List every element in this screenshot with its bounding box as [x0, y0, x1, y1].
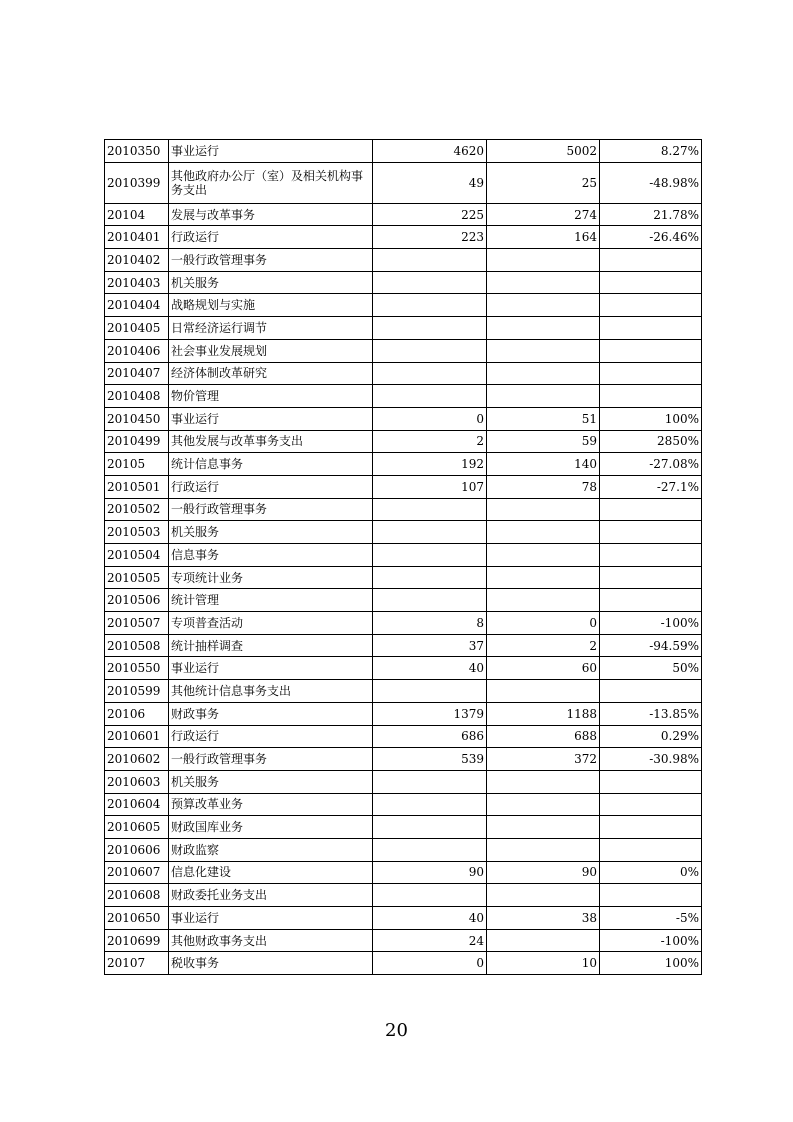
table-row	[105, 475, 702, 498]
table-row	[105, 521, 702, 544]
table-row	[105, 770, 702, 793]
cell-value-b: 38	[487, 907, 600, 930]
cell-item-name: 事业运行	[169, 657, 373, 680]
cell-value-a: 0	[373, 952, 487, 975]
cell-value-b: 5002	[487, 140, 600, 163]
cell-value-b	[487, 793, 600, 816]
cell-value-b: 1188	[487, 702, 600, 725]
table-row	[105, 544, 702, 567]
cell-value-b	[487, 929, 600, 952]
cell-change-pct: 2850%	[600, 430, 702, 453]
budget-table	[104, 139, 702, 975]
table-row	[105, 249, 702, 272]
cell-code: 2010350	[105, 140, 169, 163]
cell-value-a	[373, 249, 487, 272]
cell-value-b: 372	[487, 748, 600, 771]
cell-value-b	[487, 521, 600, 544]
cell-value-a: 90	[373, 861, 487, 884]
cell-change-pct: 50%	[600, 657, 702, 680]
cell-value-a: 192	[373, 453, 487, 476]
table-row	[105, 952, 702, 975]
cell-code: 2010406	[105, 339, 169, 362]
table-row	[105, 362, 702, 385]
table-row	[105, 929, 702, 952]
cell-value-b: 60	[487, 657, 600, 680]
cell-value-a	[373, 816, 487, 839]
cell-code: 2010605	[105, 816, 169, 839]
cell-value-b: 78	[487, 475, 600, 498]
cell-change-pct	[600, 680, 702, 703]
cell-change-pct: -100%	[600, 929, 702, 952]
cell-value-a	[373, 793, 487, 816]
budget-table-body	[105, 140, 702, 975]
cell-value-a: 2	[373, 430, 487, 453]
cell-value-a: 1379	[373, 702, 487, 725]
cell-code: 2010604	[105, 793, 169, 816]
cell-code: 2010503	[105, 521, 169, 544]
table-row	[105, 294, 702, 317]
cell-item-name: 财政国库业务	[169, 816, 373, 839]
table-row	[105, 816, 702, 839]
cell-change-pct: 100%	[600, 407, 702, 430]
cell-change-pct	[600, 294, 702, 317]
cell-code: 2010508	[105, 634, 169, 657]
table-row	[105, 884, 702, 907]
cell-code: 2010408	[105, 385, 169, 408]
cell-value-b: 164	[487, 226, 600, 249]
table-row	[105, 680, 702, 703]
cell-value-a	[373, 339, 487, 362]
cell-value-b	[487, 339, 600, 362]
cell-change-pct	[600, 884, 702, 907]
cell-value-b: 140	[487, 453, 600, 476]
cell-code: 2010650	[105, 907, 169, 930]
cell-change-pct	[600, 339, 702, 362]
cell-value-a	[373, 498, 487, 521]
cell-code: 20104	[105, 203, 169, 226]
cell-code: 2010450	[105, 407, 169, 430]
table-row	[105, 162, 702, 203]
cell-change-pct: -26.46%	[600, 226, 702, 249]
cell-value-b	[487, 498, 600, 521]
cell-code: 2010550	[105, 657, 169, 680]
table-row	[105, 907, 702, 930]
cell-change-pct: -94.59%	[600, 634, 702, 657]
table-row	[105, 271, 702, 294]
cell-code: 2010608	[105, 884, 169, 907]
cell-value-a	[373, 271, 487, 294]
cell-change-pct	[600, 770, 702, 793]
cell-value-b: 59	[487, 430, 600, 453]
cell-code: 2010401	[105, 226, 169, 249]
cell-item-name: 其他发展与改革事务支出	[169, 430, 373, 453]
cell-item-name: 其他统计信息事务支出	[169, 680, 373, 703]
cell-item-name: 事业运行	[169, 907, 373, 930]
cell-item-name: 统计信息事务	[169, 453, 373, 476]
table-row	[105, 317, 702, 340]
cell-value-b	[487, 589, 600, 612]
cell-value-b: 688	[487, 725, 600, 748]
cell-code: 2010499	[105, 430, 169, 453]
cell-item-name: 日常经济运行调节	[169, 317, 373, 340]
cell-item-name: 事业运行	[169, 407, 373, 430]
cell-item-name: 预算改革业务	[169, 793, 373, 816]
cell-value-b	[487, 385, 600, 408]
cell-item-name: 统计抽样调查	[169, 634, 373, 657]
cell-change-pct: 8.27%	[600, 140, 702, 163]
cell-code: 2010507	[105, 612, 169, 635]
cell-code: 2010403	[105, 271, 169, 294]
cell-change-pct: -48.98%	[600, 162, 702, 203]
cell-value-a	[373, 385, 487, 408]
table-row	[105, 861, 702, 884]
cell-change-pct	[600, 589, 702, 612]
cell-value-b: 51	[487, 407, 600, 430]
cell-change-pct	[600, 362, 702, 385]
table-row	[105, 226, 702, 249]
cell-item-name: 行政运行	[169, 475, 373, 498]
cell-value-a: 40	[373, 907, 487, 930]
cell-value-b: 0	[487, 612, 600, 635]
cell-value-b	[487, 362, 600, 385]
cell-item-name: 信息化建设	[169, 861, 373, 884]
table-row	[105, 702, 702, 725]
cell-code: 2010504	[105, 544, 169, 567]
table-row	[105, 453, 702, 476]
cell-item-name: 一般行政管理事务	[169, 748, 373, 771]
table-row	[105, 430, 702, 453]
cell-code: 20105	[105, 453, 169, 476]
cell-change-pct	[600, 838, 702, 861]
cell-item-name: 其他财政事务支出	[169, 929, 373, 952]
cell-value-b	[487, 680, 600, 703]
cell-value-a: 107	[373, 475, 487, 498]
cell-change-pct	[600, 816, 702, 839]
cell-item-name: 发展与改革事务	[169, 203, 373, 226]
cell-value-a	[373, 838, 487, 861]
cell-value-a: 686	[373, 725, 487, 748]
cell-code: 2010399	[105, 162, 169, 203]
cell-value-a: 0	[373, 407, 487, 430]
cell-value-a: 4620	[373, 140, 487, 163]
cell-change-pct: -13.85%	[600, 702, 702, 725]
table-row	[105, 634, 702, 657]
cell-value-b	[487, 770, 600, 793]
cell-item-name: 战略规划与实施	[169, 294, 373, 317]
cell-value-a	[373, 589, 487, 612]
cell-item-name: 一般行政管理事务	[169, 249, 373, 272]
table-row	[105, 657, 702, 680]
cell-change-pct	[600, 249, 702, 272]
cell-change-pct: -30.98%	[600, 748, 702, 771]
cell-code: 2010506	[105, 589, 169, 612]
table-row	[105, 725, 702, 748]
cell-item-name: 事业运行	[169, 140, 373, 163]
cell-item-name: 行政运行	[169, 725, 373, 748]
cell-value-b: 274	[487, 203, 600, 226]
cell-value-b	[487, 566, 600, 589]
cell-value-a	[373, 770, 487, 793]
table-row	[105, 612, 702, 635]
cell-change-pct	[600, 385, 702, 408]
cell-change-pct: 21.78%	[600, 203, 702, 226]
cell-item-name: 财政监察	[169, 838, 373, 861]
cell-change-pct: 100%	[600, 952, 702, 975]
cell-item-name: 机关服务	[169, 521, 373, 544]
table-row	[105, 385, 702, 408]
cell-value-a: 539	[373, 748, 487, 771]
table-row	[105, 566, 702, 589]
cell-value-a: 223	[373, 226, 487, 249]
cell-value-b	[487, 271, 600, 294]
cell-code: 2010602	[105, 748, 169, 771]
cell-value-a	[373, 294, 487, 317]
table-row	[105, 838, 702, 861]
table-row	[105, 203, 702, 226]
table-row	[105, 498, 702, 521]
cell-item-name: 一般行政管理事务	[169, 498, 373, 521]
cell-item-name: 财政委托业务支出	[169, 884, 373, 907]
cell-item-name: 机关服务	[169, 271, 373, 294]
cell-value-b	[487, 816, 600, 839]
cell-item-name: 机关服务	[169, 770, 373, 793]
table-row	[105, 793, 702, 816]
cell-change-pct: 0.29%	[600, 725, 702, 748]
page-number: 20	[385, 1020, 408, 1041]
cell-change-pct: -5%	[600, 907, 702, 930]
cell-code: 20107	[105, 952, 169, 975]
cell-value-b	[487, 544, 600, 567]
cell-code: 2010599	[105, 680, 169, 703]
cell-item-name: 经济体制改革研究	[169, 362, 373, 385]
cell-change-pct: -27.08%	[600, 453, 702, 476]
cell-value-a: 8	[373, 612, 487, 635]
cell-item-name: 专项统计业务	[169, 566, 373, 589]
cell-change-pct: -100%	[600, 612, 702, 635]
cell-code: 2010404	[105, 294, 169, 317]
cell-code: 2010606	[105, 838, 169, 861]
cell-value-a: 225	[373, 203, 487, 226]
cell-code: 2010603	[105, 770, 169, 793]
cell-value-a	[373, 566, 487, 589]
cell-value-b	[487, 249, 600, 272]
cell-code: 2010501	[105, 475, 169, 498]
cell-value-a	[373, 317, 487, 340]
cell-value-a	[373, 884, 487, 907]
cell-change-pct: 0%	[600, 861, 702, 884]
cell-item-name: 专项普查活动	[169, 612, 373, 635]
cell-value-a	[373, 544, 487, 567]
cell-value-a: 37	[373, 634, 487, 657]
cell-value-b	[487, 294, 600, 317]
cell-value-b: 25	[487, 162, 600, 203]
cell-value-a	[373, 680, 487, 703]
cell-value-a	[373, 521, 487, 544]
cell-code: 2010607	[105, 861, 169, 884]
table-row	[105, 407, 702, 430]
cell-change-pct	[600, 793, 702, 816]
cell-value-a: 49	[373, 162, 487, 203]
table-row	[105, 748, 702, 771]
cell-change-pct	[600, 566, 702, 589]
cell-code: 2010699	[105, 929, 169, 952]
table-row	[105, 140, 702, 163]
cell-code: 2010405	[105, 317, 169, 340]
cell-value-b	[487, 317, 600, 340]
cell-change-pct: -27.1%	[600, 475, 702, 498]
cell-code: 2010502	[105, 498, 169, 521]
cell-value-b: 10	[487, 952, 600, 975]
table-row	[105, 339, 702, 362]
cell-change-pct	[600, 544, 702, 567]
cell-value-b: 2	[487, 634, 600, 657]
cell-value-a: 40	[373, 657, 487, 680]
cell-item-name: 财政事务	[169, 702, 373, 725]
cell-item-name: 行政运行	[169, 226, 373, 249]
cell-change-pct	[600, 317, 702, 340]
cell-item-name: 税收事务	[169, 952, 373, 975]
cell-code: 2010601	[105, 725, 169, 748]
cell-value-b	[487, 884, 600, 907]
cell-item-name: 社会事业发展规划	[169, 339, 373, 362]
cell-change-pct	[600, 521, 702, 544]
cell-change-pct	[600, 271, 702, 294]
cell-value-a	[373, 362, 487, 385]
table-row	[105, 589, 702, 612]
cell-code: 2010402	[105, 249, 169, 272]
cell-item-name: 统计管理	[169, 589, 373, 612]
cell-change-pct	[600, 498, 702, 521]
cell-value-b: 90	[487, 861, 600, 884]
cell-value-a: 24	[373, 929, 487, 952]
cell-item-name: 其他政府办公厅（室）及相关机构事务支出	[169, 162, 373, 203]
cell-value-b	[487, 838, 600, 861]
cell-code: 2010505	[105, 566, 169, 589]
cell-code: 20106	[105, 702, 169, 725]
cell-item-name: 信息事务	[169, 544, 373, 567]
cell-item-name: 物价管理	[169, 385, 373, 408]
cell-code: 2010407	[105, 362, 169, 385]
